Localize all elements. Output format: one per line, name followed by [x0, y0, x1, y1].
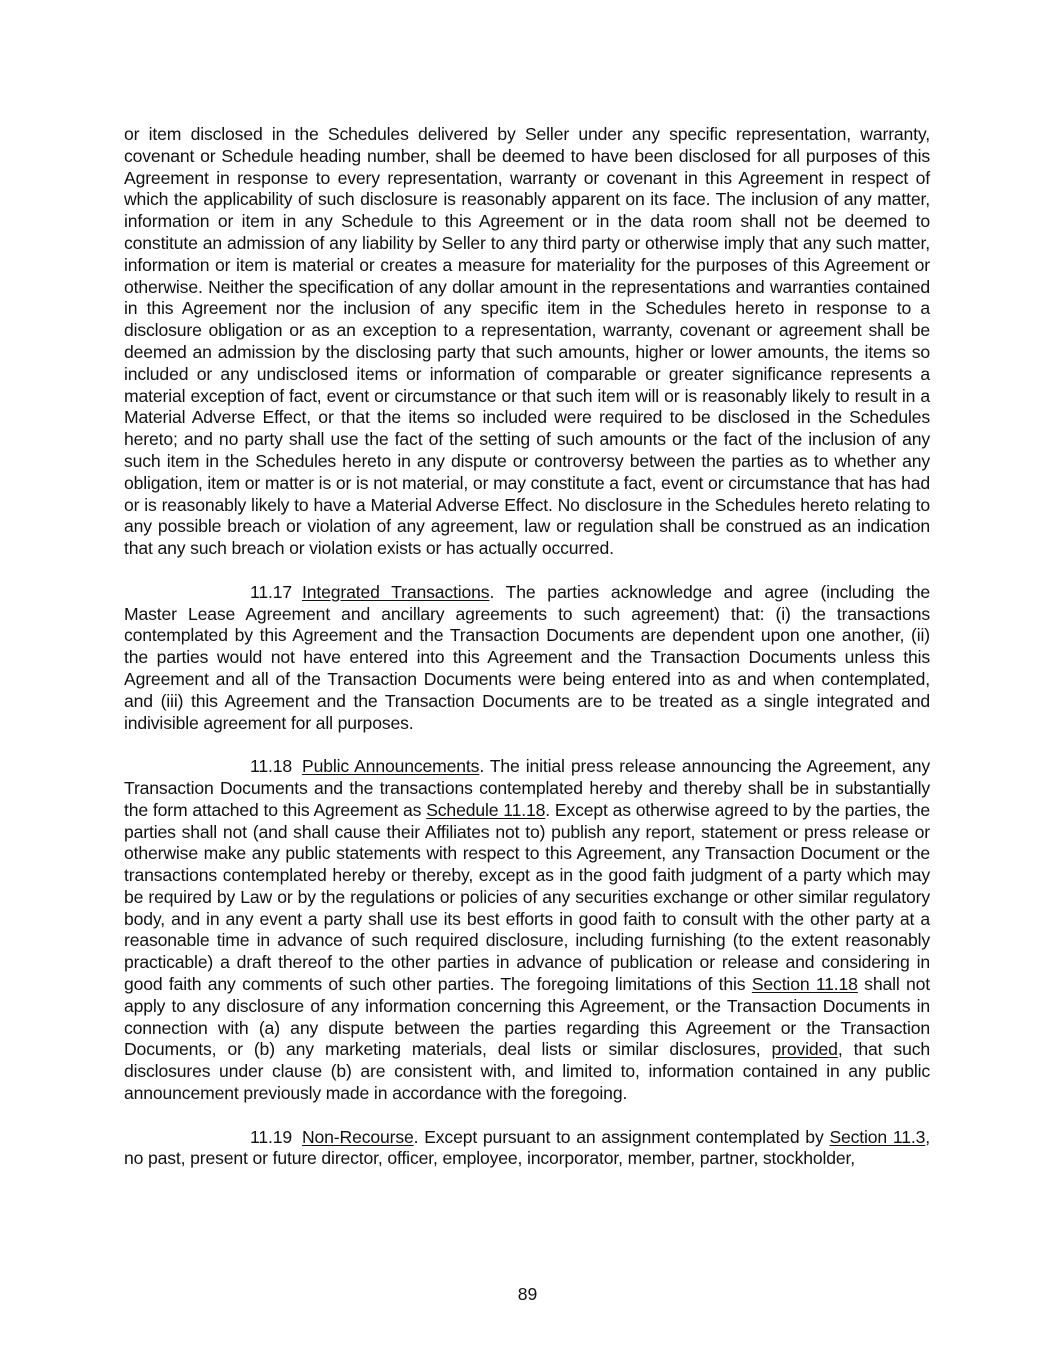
section-text: . The initial press release announcing the Agreement, any Transaction Documents and the transactions contemplated hereby and thereby shall be in substantially the form attached to this Agreement as: [124, 756, 930, 820]
section-reference: Section 11.3: [829, 1126, 926, 1147]
section-text: , no past, present or future director, officer, employee, incorporator, member, partner, stockholder,: [124, 1126, 930, 1169]
section-11-18: [124, 756, 930, 1105]
section-11-17: [124, 582, 930, 735]
section-text: , that such disclosures under clause (b) are consistent with, and limited to, information contained in any public announcement previously made in accordance with the foregoing.: [124, 1039, 930, 1104]
page-number: 89: [517, 1284, 538, 1304]
document-body: [124, 124, 930, 1192]
section-text: . Except pursuant to an assignment contemplated by: [413, 1126, 830, 1147]
section-heading: Public Announcements: [301, 756, 480, 777]
proviso-term: provided: [771, 1039, 838, 1060]
section-heading: Non-Recourse: [301, 1126, 414, 1147]
section-text: . The parties acknowledge and agree (including the Master Lease Agreement and ancillary agreements to such agreement) that: (i) the transactions contemplated by this Agreement and the Transaction Documents are dependent upon one another, (ii) the parties would not have entered into this Agreement and the Transaction Documents unless this Agreement and all of the Transaction Documents were being entered into as and when contemplated, and (iii) this Agreement and the Transaction Documents are to be treated as a single integrated and indivisible agreement for all purposes.: [124, 581, 930, 733]
section-number: 11.17: [250, 581, 292, 602]
section-number: 11.18: [250, 756, 292, 777]
section-text: . Except as otherwise agreed to by the parties, the parties shall not (and shall cause their Affiliates not to) publish any report, statement or press release or otherwise make any public statements with respect to this Agreement, any Transaction Document or the transactions contemplated hereby or thereby, except as in the good faith judgment of a party which may be required by Law or by the regulations or policies of any securities exchange or other similar regulatory body, and in any event a party shall use its best efforts in good faith to consult with the other party at a reasonable time in advance of such required disclosure, including furnishing (to the extent reasonably practicable) a draft thereof to the other parties in advance of publication or release and considering in good faith any comments of such other parties. The foregoing limitations of this: [124, 799, 931, 995]
section-reference: Section 11.18: [751, 974, 858, 995]
schedule-reference: Schedule 11.18: [426, 799, 546, 820]
intro-paragraph: or item disclosed in the Schedules delivered by Seller under any specific representation, warranty, covenant or Schedule heading number, shall be deemed to have been disclosed for all purposes of this Agreement in response to every representation, warranty or covenant in this Agreement in respect of which the applicability of such disclosure is reasonably apparent on its face. The inclusion of any matter, information or item in any Schedule to this Agreement or in the data room shall not be deemed to constitute an admission of any liability by Seller to any third party or otherwise imply that any such matter, information or item is material or creates a measure for materiality for the purposes of this Agreement or otherwise. Neither the specification of any dollar amount in the representations and warranties contained in this Agreement nor the inclusion of any specific item in the Schedules hereto in response to a disclosure obligation or as an exception to a representation, warranty, covenant or agreement shall be deemed an admission by the disclosing party that such amounts, higher or lower amounts, the items so included or any undisclosed items or information of comparable or greater significance represents a material exception of fact, event or circumstance or that such item will or is reasonably likely to result in a Material Adverse Effect, or that the items so included were required to be disclosed in the Schedules hereto; and no party shall use the fact of the setting of such amounts or the fact of the inclusion of any such item in the Schedules hereto in any dispute or controversy between the parties as to whether any obligation, item or matter is or is not material, or may constitute a fact, event or circumstance that has had or is reasonably likely to have a Material Adverse Effect. No disclosure in the Schedules hereto relating to any possible breach or violation of any agreement, law or regulation shall be construed as an indication that any such breach or violation exists or has actually occurred.: [124, 124, 930, 559]
section-11-19: [124, 1127, 930, 1171]
section-heading: Integrated Transactions: [301, 581, 490, 602]
section-text: shall not apply to any disclosure of any information concerning this Agreement, or the Transaction Documents in connection with (a) any dispute between the parties regarding this Agreement or the Transaction Documents, or (b) any marketing materials, deal lists or similar disclosures,: [124, 974, 931, 1060]
section-number: 11.19: [250, 1126, 292, 1147]
